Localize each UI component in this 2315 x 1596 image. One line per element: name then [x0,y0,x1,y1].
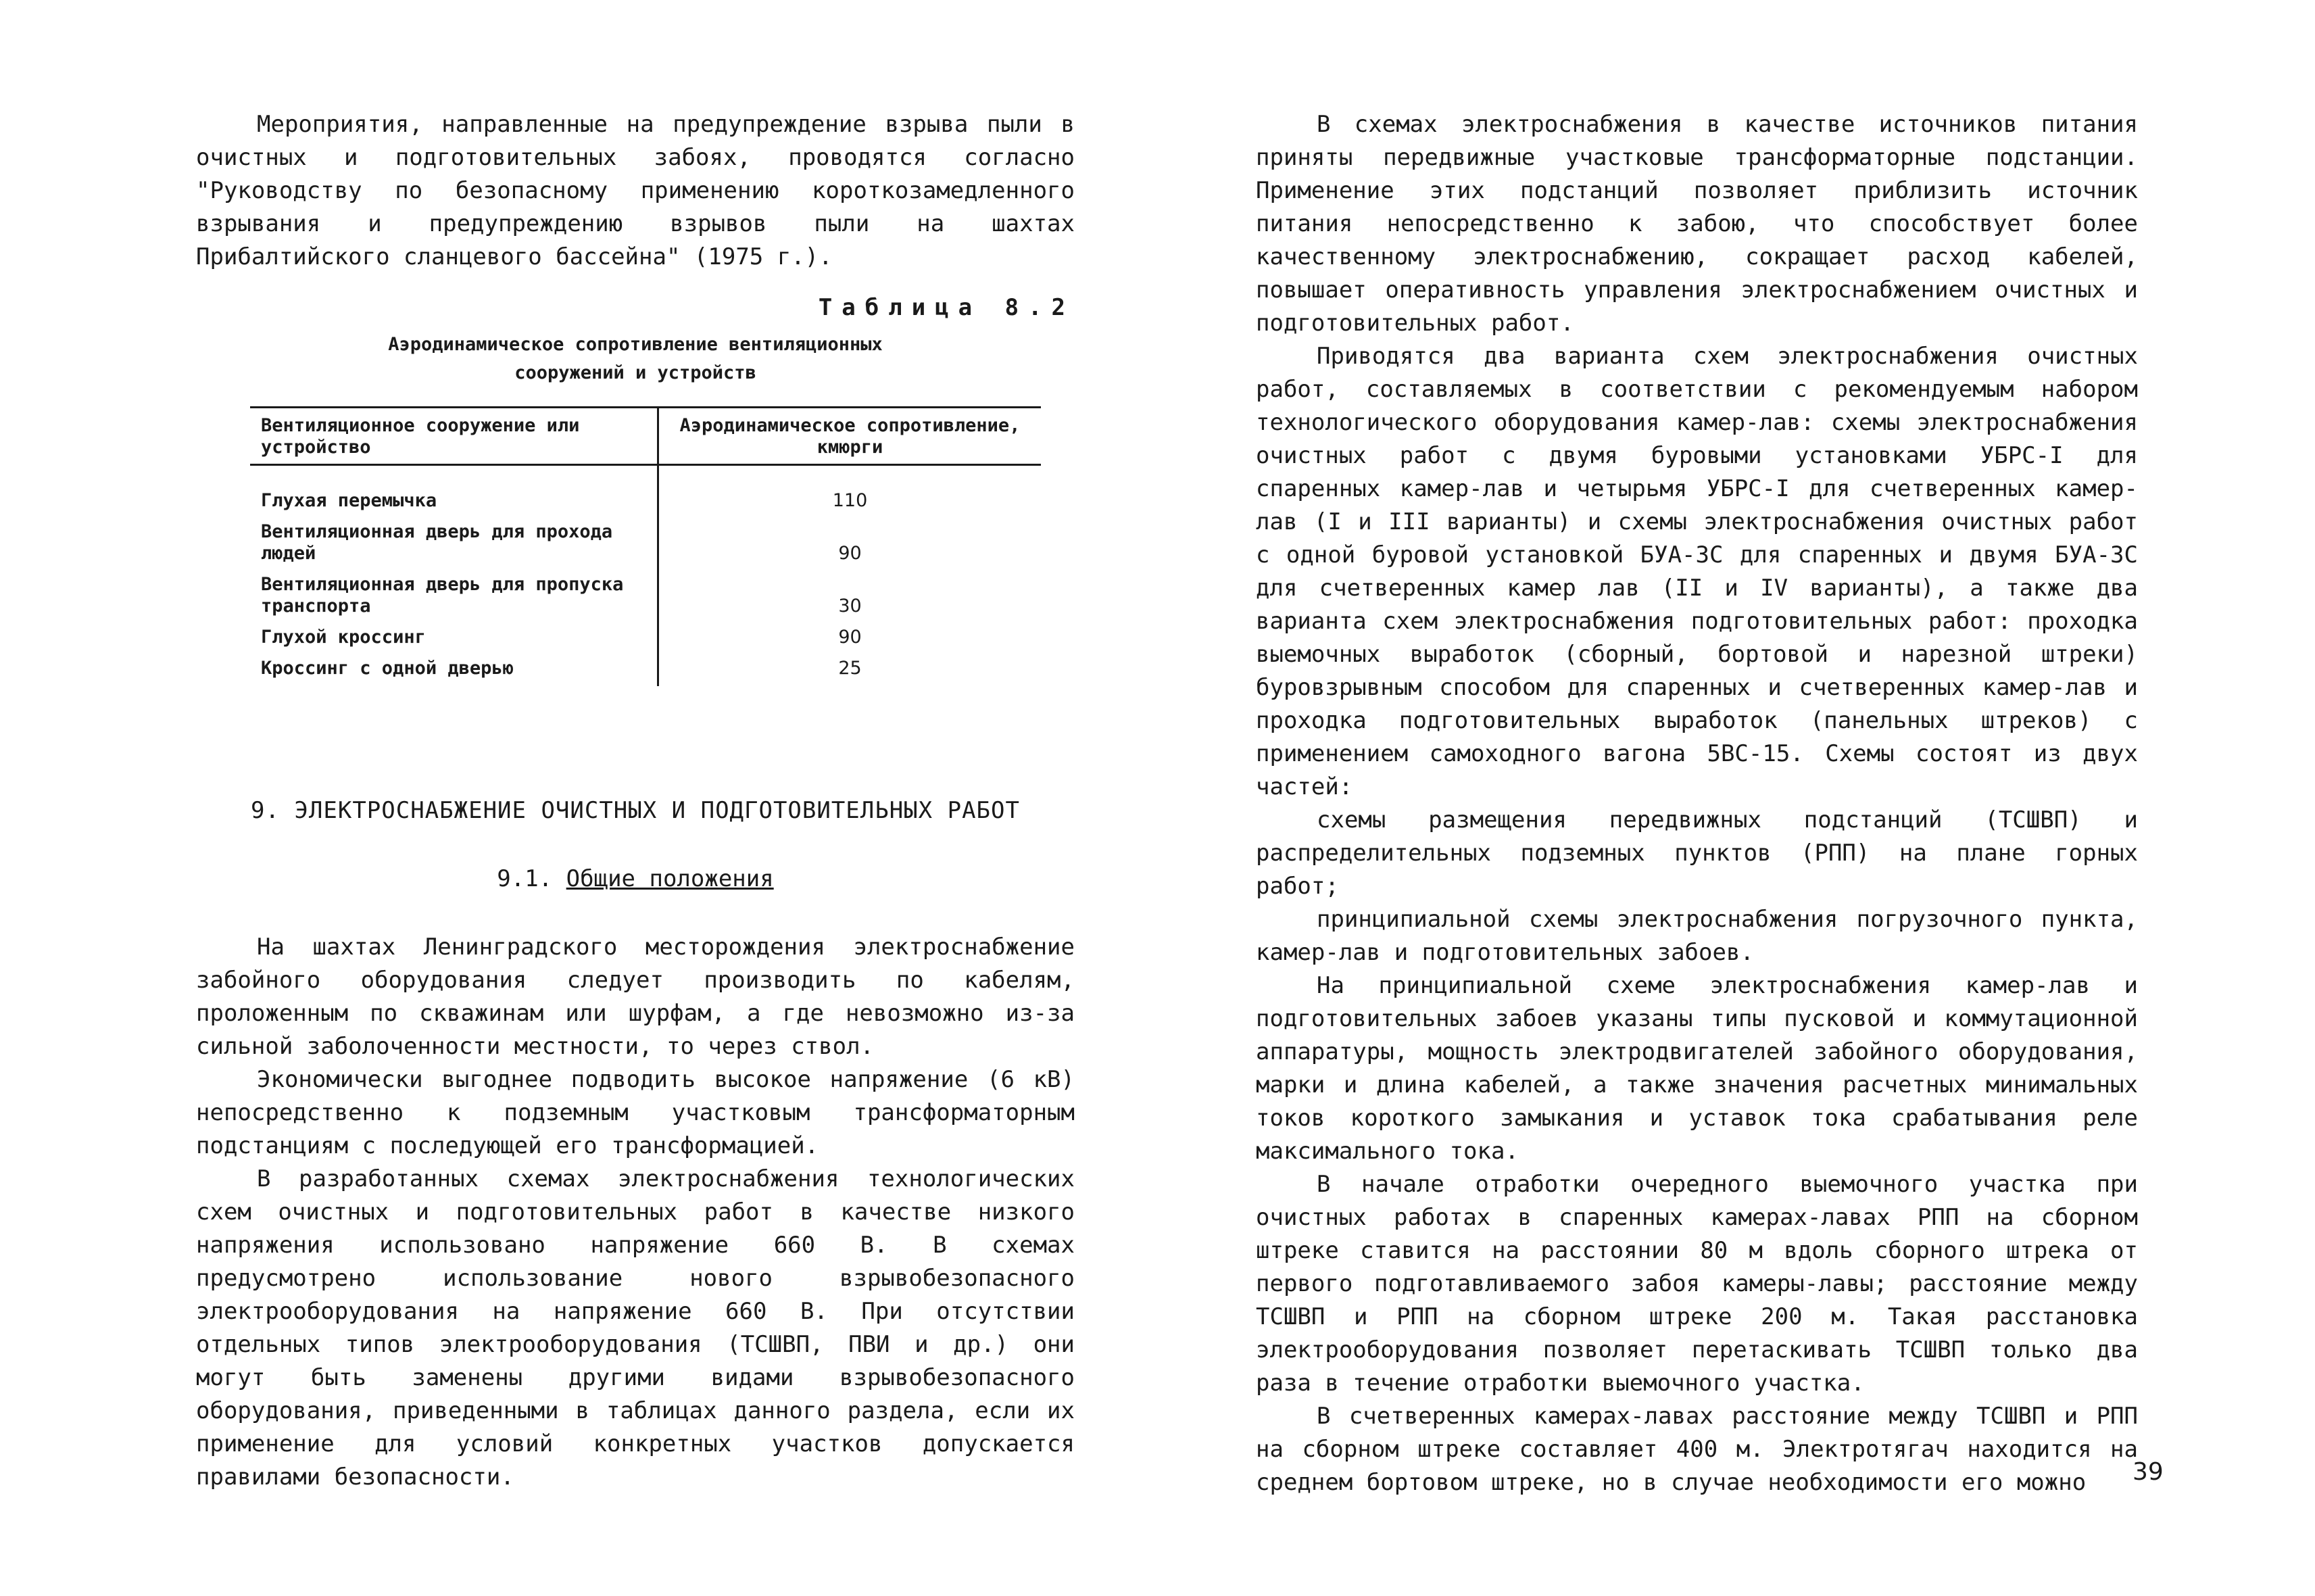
page-number: 39 [2133,1458,2164,1486]
table-row [250,655,1041,686]
table-header-resistance: Аэродинамическое сопротивление, кмюрги [658,408,1042,465]
table-cell-resistance: 25 [838,658,862,679]
table-row [250,465,1041,519]
table-cell-resistance: 110 [832,490,868,511]
subsection-heading [196,863,1075,896]
table-cell-structure: Вентиляционная дверь для пропуска транспорта [250,571,658,624]
body-paragraph: принципиальной схемы электроснабжения погрузочного пункта, камер-лав и подготовительных забоев. [1256,906,2138,966]
body-paragraph: Экономически выгоднее подводить высокое напряжение (6 кВ) непосредственно к подземным участковым трансформаторным подстанциям с последующей его трансформацией. [196,1066,1075,1159]
table-row [250,571,1041,624]
table-cell-resistance: 30 [838,596,862,616]
table-cell-structure: Глухой кроссинг [250,624,658,655]
right-page [1256,108,2138,1499]
body-paragraph: На принципиальной схеме электроснабжения камер-лав и подготовительных забоев указаны типы пусковой и коммутационной аппаратуры, мощность электродвигателей забойного оборудования, марки и длина кабелей, а также значения расчетных минимальных токов короткого замыкания и уставок тока срабатывания реле максимального тока. [1256,972,2138,1165]
body-paragraph: схемы размещения передвижных подстанций (ТСШВП) и распределительных подземных пунктов (РПП) на плане горных работ; [1256,806,2138,900]
left-page [196,108,1075,1494]
table-header-structure: Вентиляционное сооружение или устройство [250,408,658,465]
body-paragraph: Приводятся два варианта схем электроснабжения очистных работ, составляемых в соответствии с рекомендуемым набором технологического оборудования камер-лав: схемы электроснабжения очистных работ с двумя буровыми установками УБРС-I для спаренных камер-лав и четырьмя УБРС-I для счетверенных камер-лав (I и III варианты) и схемы электроснабжения очистных работ с одной буровой установкой БУА-3С для спаренных и двумя БУА-3С для счетверенных камер лав (II и IV варианты), а также два варианта схем электроснабжения подготовительных работ: проходка выемочных выработок (сборный, бортовой и нарезной штреки) буровзрывным способом для спаренных и счетверенных камер-лав и проходка подготовительных выработок (панельных штреков) с применением самоходного вагона 5ВС-15. Схемы состоят из двух частей: [1256,343,2138,800]
table-title-line-2: сооружений и устройств [514,362,756,383]
body-paragraph: В счетверенных камерах-лавах расстояние между ТСШВП и РПП на сборном штреке составляет 400 м. Электротягач находится на среднем бортовом штреке, но в случае необходимости его можно [1256,1403,2138,1496]
table-header-row [250,408,1041,465]
table-cell-structure: Вентиляционная дверь для прохода людей [250,518,658,571]
table-cell-resistance: 90 [838,543,862,564]
body-paragraph: В начале отработки очередного выемочного участка при очистных работах в спаренных камерах-лавах РПП на сборном штреке ставится на расстоянии 80 м вдоль сборного штрека от первого подготавливаемого забоя камеры-лавы; расстояние между ТСШВП и РПП на сборном штреке 200 м. Такая расстановка электрооборудования позволяет перетаскивать ТСШВП только два раза в течение отработки выемочного участка. [1256,1171,2138,1397]
body-paragraph: На шахтах Ленинградского месторождения электроснабжение забойного оборудования следует производить по кабелям, проложенным по скважинам или шурфам, а где невозможно из-за сильной заболоченности местности, то через ствол. [196,934,1075,1060]
subsection-number: 9.1. [497,865,553,892]
table-cell-structure: Кроссинг с одной дверью [250,655,658,686]
table-cell-resistance: 90 [838,627,862,648]
table-cell-structure: Глухая перемычка [250,465,658,519]
table-row [250,518,1041,571]
subsection-title: Общие положения [566,865,774,892]
section-heading: 9. ЭЛЕКТРОСНАБЖЕНИЕ ОЧИСТНЫХ И ПОДГОТОВИТЕЛЬНЫХ РАБОТ [251,797,1020,824]
body-paragraph: В схемах электроснабжения в качестве источников питания приняты передвижные участковые трансформаторные подстанции. Применение этих подстанций позволяет приблизить источник питания непосредственно к забою, что способствует более качественному электроснабжению, сокращает расход кабелей, повышает оперативность управления электроснабжением очистных и подготовительных работ. [1256,111,2138,337]
table-caption: Таблица 8.2 [818,294,1075,321]
aerodynamic-resistance-table [250,406,1041,686]
table-title-line-1: Аэродинамическое сопротивление вентиляционных [388,334,883,355]
intro-paragraph: Мероприятия, направленные на предупреждение взрыва пыли в очистных и подготовительных забоях, проводятся согласно "Руководству по безопасному применению короткозамедленного взрывания и предупреждению взрывов пыли на шахтах Прибалтийского сланцевого бассейна" (1975 г.). [196,111,1075,270]
table-row [250,624,1041,655]
body-paragraph: В разработанных схемах электроснабжения технологических схем очистных и подготовительных работ в качестве низкого напряжения использовано напряжение 660 В. В схемах предусмотрено использование нового взрывобезопасного электрооборудования на напряжение 660 В. При отсутствии отдельных типов электрооборудования (ТСШВП, ПВИ и др.) они могут быть заменены другими видами взрывобезопасного оборудования, приведенными в таблицах данного раздела, если их применение для условий конкретных участков допускается правилами безопасности. [196,1165,1075,1491]
